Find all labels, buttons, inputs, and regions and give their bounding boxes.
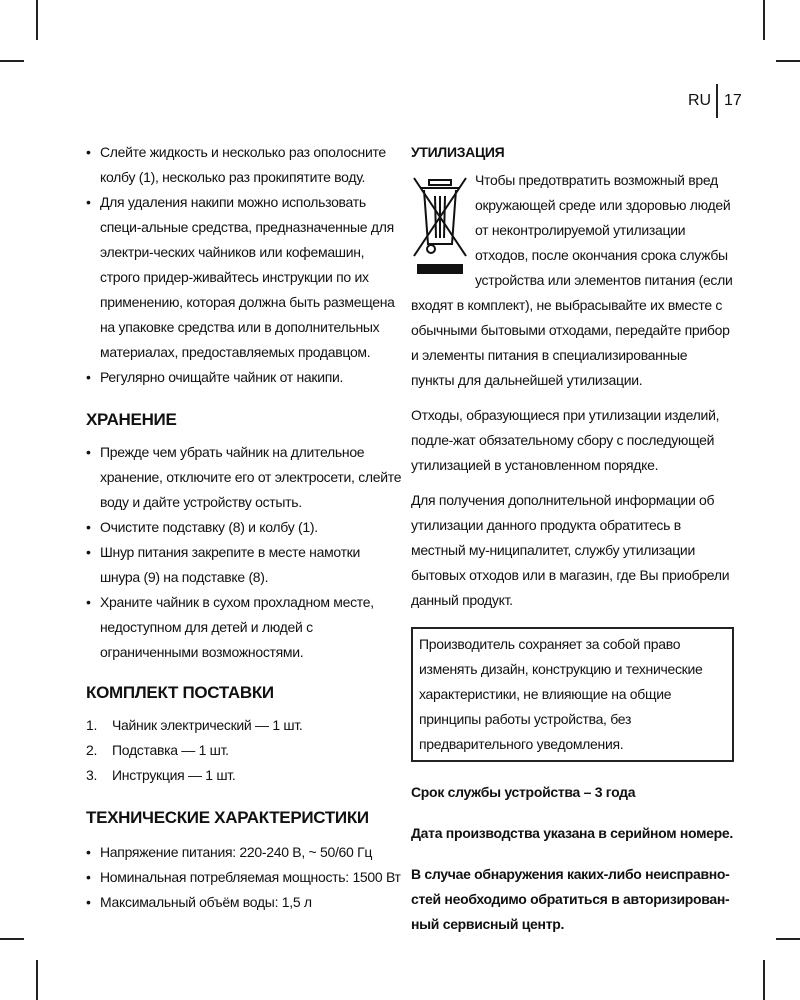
list-item: • Храните чайник в сухом прохладном месте, недоступном для детей и людей с ограниченными возможностями. [86, 590, 402, 665]
crop-mark [0, 938, 24, 940]
storage-list [86, 440, 402, 665]
care-list [86, 140, 402, 390]
crop-mark [763, 0, 765, 40]
list-item [86, 763, 402, 788]
item-number: 1. [86, 717, 98, 733]
waste-text: Отходы, образующиеся при утилизации изделий, подле-жат обязательному сбору с последующей утилизацией в установленном порядке. [411, 407, 720, 473]
crop-mark [36, 0, 38, 40]
crop-mark [763, 960, 765, 1000]
crop-mark [776, 938, 800, 940]
disposal-section [411, 168, 734, 393]
manufacturer-notice-box [411, 627, 734, 762]
list-item [86, 738, 402, 763]
manufacturer-notice: Производитель сохраняет за собой право изменять дизайн, конструкцию и технические характеристики, не влияющие на общие принципы работы устройства, без предварительного уведомления. [419, 636, 703, 752]
language-code: RU [688, 92, 712, 109]
item-number: 3. [86, 767, 98, 783]
disposal-heading: УТИЛИЗАЦИЯ [411, 144, 505, 160]
crop-mark [776, 60, 800, 62]
list-item: • Максимальный объём воды: 1,5 л [86, 890, 402, 915]
info-text: Для получения дополнительной информации об утилизации данного продукта обратитесь в местный му-ниципалитет, службу утилизации бытовых отходов или в магазин, где Вы приобрели данный продукт. [411, 492, 730, 608]
list-item: • Регулярно очищайте чайник от накипи. [86, 365, 402, 390]
list-item: • Для удаления накипи можно использовать специ-альные средства, предназначенные для электри-ческих чайников или кофемашин, строго придер-живайтесь инструкции по их применению, которая должна быть размещена на упаковке средства или в дополнительных материалах, предоставляемых продавцом. [86, 190, 402, 365]
list-item: • Прежде чем убрать чайник на длительное хранение, отключите его от электросети, слейте воду и дайте устройству остыть. [86, 440, 402, 515]
specs-heading: ТЕХНИЧЕСКИЕ ХАРАКТЕРИСТИКИ [86, 808, 369, 827]
header-divider [716, 84, 718, 118]
crossed-out-wheelie-bin-icon [411, 174, 469, 284]
item-text: Подставка — 1 шт. [112, 742, 229, 758]
package-heading: КОМПЛЕКТ ПОСТАВКИ [86, 683, 274, 702]
item-text: Чайник электрический — 1 шт. [112, 717, 303, 733]
item-text: Инструкция — 1 шт. [112, 767, 236, 783]
package-list [86, 713, 402, 788]
item-number: 2. [86, 742, 98, 758]
storage-heading: ХРАНЕНИЕ [86, 410, 177, 429]
list-item: • Напряжение питания: 220-240 В, ~ 50/60 Гц [86, 840, 402, 865]
production-date: Дата производства указана в серийном номере. [411, 825, 733, 841]
list-item: • Шнур питания закрепите в месте намотки шнура (9) на подставке (8). [86, 540, 402, 590]
malfunction-note: В случае обнаружения каких-либо неисправно-стей необходимо обратиться в авторизирован-ный сервисный центр. [411, 866, 730, 932]
left-column [86, 140, 402, 915]
list-item: • Номинальная потребляемая мощность: 1500 Вт [86, 865, 402, 890]
right-column [411, 140, 734, 937]
service-life: Срок службы устройства – 3 года [411, 784, 636, 800]
list-item: • Слейте жидкость и несколько раз ополосните колбу (1), несколько раз прокипятите воду. [86, 140, 402, 190]
crop-mark [0, 60, 24, 62]
page-number: 17 [724, 92, 742, 109]
list-item: • Очистите подставку (8) и колбу (1). [86, 515, 402, 540]
disposal-text: Чтобы предотвратить возможный вред окружающей среде или здоровью людей от неконтролируемой утилизации отходов, после окончания срока службы устройства или элементов питания (если входят в комплект), не выбрасывайте их вместе с обычными бытовыми отходами, передайте прибор и элементы питания в специализированные пункты для дальнейшей утилизации. [411, 172, 733, 388]
crop-mark [36, 960, 38, 1000]
list-item [86, 713, 402, 738]
specs-list [86, 840, 402, 915]
